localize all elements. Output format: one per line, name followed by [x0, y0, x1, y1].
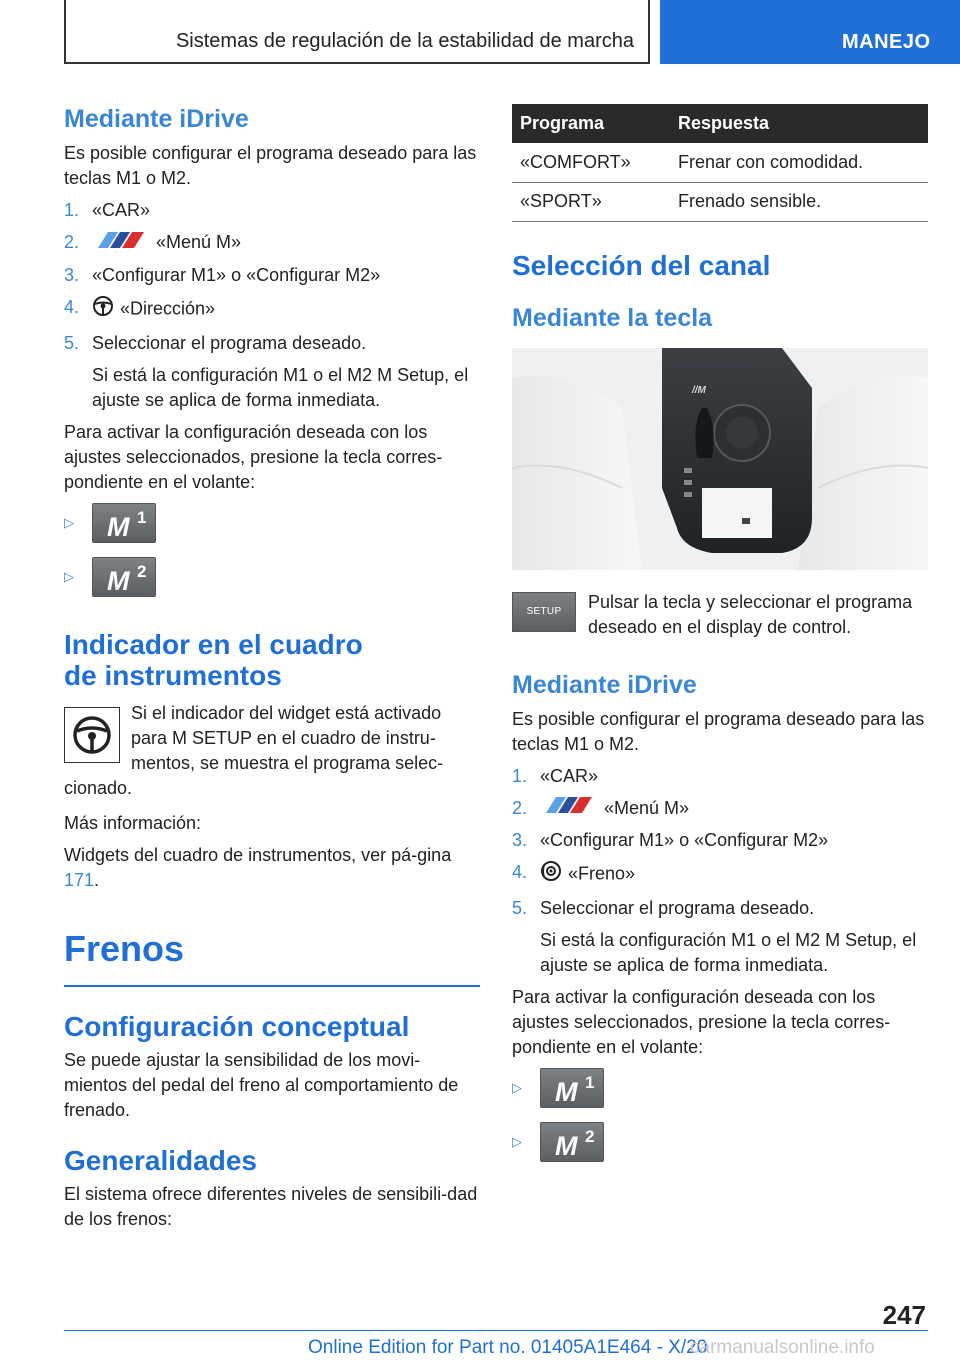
header-box: [64, 0, 650, 64]
steps-list-right: [512, 764, 928, 979]
widgets-page-link[interactable]: 171: [64, 869, 95, 890]
footer-watermark: carmanualsonline.info: [690, 1337, 875, 1358]
more-info: Más información:: [64, 812, 202, 833]
step-number: 2.: [512, 797, 528, 818]
header-tab[interactable]: [660, 0, 960, 64]
widgets-paragraph: Widgets del cuadro de instrumentos, ver pá-gina 171.: [64, 844, 452, 890]
svg-text:M: M: [107, 511, 130, 542]
m1-row-right: [512, 1068, 928, 1108]
right-column: [512, 104, 928, 1162]
m-stripes-icon: [92, 231, 150, 256]
step-text: Seleccionar el programa deseado.: [92, 332, 367, 353]
program-table: [512, 104, 928, 222]
widgets-text: Widgets del cuadro de instrumentos, ver pá-gina: [64, 844, 452, 865]
idrive-heading-right: Mediante iDrive: [512, 670, 697, 699]
svg-text:2: 2: [585, 1127, 595, 1147]
setup-button-icon: SETUP: [512, 592, 576, 632]
channel-heading: Selección del canal: [512, 249, 771, 281]
list-item: [512, 828, 928, 853]
table-cell: Frenar con comodidad.: [670, 143, 928, 182]
steps-list-left: [64, 198, 480, 413]
step-number: 2.: [64, 232, 80, 252]
svg-text:2: 2: [137, 561, 147, 581]
general-text: El sistema ofrece diferentes niveles de sensibili-dad de los frenos:: [64, 1183, 478, 1229]
page-number: 247: [882, 1300, 926, 1330]
table-header-respuesta: Respuesta: [670, 104, 928, 143]
indicator-text-line4: cionado.: [64, 777, 133, 798]
activate-text-left: Para activar la configuración deseada con los ajustes seleccionados, presione la tecla corres-pondiente en el volante:: [64, 421, 443, 492]
header-title: Sistemas de regulación de la estabilidad de marcha: [175, 30, 634, 52]
step-number: 5.: [64, 332, 80, 353]
footer-edition: Online Edition for Part no. 01405A1E464 - X/20: [308, 1337, 708, 1358]
general-heading: Generalidades: [64, 1144, 257, 1176]
concept-heading: Configuración conceptual: [64, 1010, 410, 1042]
list-item: [64, 263, 480, 288]
triangle-bullet-icon: ▷: [64, 514, 74, 530]
svg-text:M: M: [107, 565, 130, 596]
list-item: [64, 230, 480, 256]
key-heading: Mediante la tecla: [512, 303, 713, 332]
indicator-heading-line2: de instrumentos: [64, 659, 282, 691]
idrive-intro-left: Es posible configurar el programa deseado para las teclas M1 o M2.: [64, 143, 477, 188]
table-header-programa: Programa: [512, 104, 670, 143]
svg-text:M: M: [555, 1131, 578, 1162]
idrive-heading-left: Mediante iDrive: [64, 105, 249, 133]
step-number: 5.: [512, 898, 528, 919]
step-number: 4.: [64, 296, 80, 317]
header-tab-label: MANEJO: [842, 31, 931, 53]
step-text: «Configurar M1» o «Configurar M2»: [540, 830, 829, 851]
list-item: [64, 331, 480, 413]
setup-row: [512, 590, 928, 640]
brakes-title: Frenos: [64, 927, 185, 969]
indicator-block: [64, 701, 480, 801]
brakes-rule: [64, 985, 480, 987]
m1-row-left: [64, 503, 480, 543]
left-column: [64, 104, 480, 1232]
m-stripes-icon: [540, 796, 598, 821]
indicator-text-line2: para M SETUP en el cuadro de instru-: [131, 727, 436, 748]
list-item: [64, 198, 480, 223]
indicator-text-line1: Si el indicador del widget está activado: [131, 702, 442, 723]
step-text: «Dirección»: [120, 298, 216, 318]
step-text: «Menú M»: [604, 797, 690, 818]
m2-button-icon: [92, 557, 156, 597]
indicator-heading-line1: Indicador en el cuadro: [64, 628, 363, 660]
indicator-text-line3: mentos, se muestra el programa selec-: [131, 752, 444, 773]
steering-wheel-icon: [92, 295, 114, 324]
step-number: 3.: [512, 830, 528, 851]
list-item: [512, 796, 928, 822]
svg-text:1: 1: [585, 1073, 595, 1093]
svg-text:M: M: [555, 1077, 578, 1108]
step-number: 3.: [64, 264, 80, 285]
setup-text: Pulsar la tecla y seleccionar el programa deseado en el display de control.: [588, 591, 913, 637]
table-cell: «COMFORT»: [512, 143, 670, 182]
step-text: Seleccionar el programa deseado.: [540, 898, 815, 919]
table-row: [512, 182, 928, 221]
step-text: «Freno»: [568, 863, 636, 884]
svg-text:1: 1: [137, 507, 147, 527]
steering-wheel-large-icon: [64, 707, 120, 763]
step-text: «CAR»: [92, 200, 151, 220]
step-subtext: Si está la configuración M1 o el M2 M Setup, el ajuste se aplica de forma inmediata.: [540, 930, 917, 976]
list-item: [512, 896, 928, 978]
idrive-intro-right: Es posible configurar el programa deseado para las teclas M1 o M2.: [512, 708, 925, 754]
triangle-bullet-icon: ▷: [512, 1134, 522, 1150]
activate-text-right: Para activar la configuración deseada con los ajustes seleccionados, presione la tecla corres-pondiente en el volante:: [512, 987, 891, 1058]
list-item: [64, 295, 480, 324]
m1-button-icon: [92, 503, 156, 543]
step-number: 1.: [512, 765, 528, 786]
step-subtext: Si está la configuración M1 o el M2 M Setup, el ajuste se aplica de forma inmediata.: [92, 364, 469, 410]
footer-rule: [64, 1330, 928, 1331]
table-cell: «SPORT»: [512, 182, 670, 221]
center-console-photo: [512, 348, 928, 570]
list-item: [512, 764, 928, 789]
step-text: «Menú M»: [156, 232, 242, 252]
step-text: «Configurar M1» o «Configurar M2»: [92, 264, 381, 285]
step-number: 4.: [512, 862, 528, 883]
concept-text: Se puede ajustar la sensibilidad de los movi-mientos del pedal del freno al comportamiento de frenado.: [64, 1049, 459, 1120]
step-text: «CAR»: [540, 765, 599, 786]
triangle-bullet-icon: ▷: [512, 1080, 522, 1096]
triangle-bullet-icon: ▷: [64, 568, 74, 584]
list-item: [512, 860, 928, 889]
step-number: 1.: [64, 200, 80, 220]
m1-button-icon: [540, 1068, 604, 1108]
m2-row-left: [64, 557, 480, 597]
m2-row-right: [512, 1122, 928, 1162]
table-row: [512, 143, 928, 182]
brake-disc-icon: [540, 860, 562, 889]
table-cell: Frenado sensible.: [670, 182, 928, 221]
svg-text://M: //M: [692, 384, 706, 396]
indicator-heading: [64, 629, 480, 691]
m2-button-icon: [540, 1122, 604, 1162]
